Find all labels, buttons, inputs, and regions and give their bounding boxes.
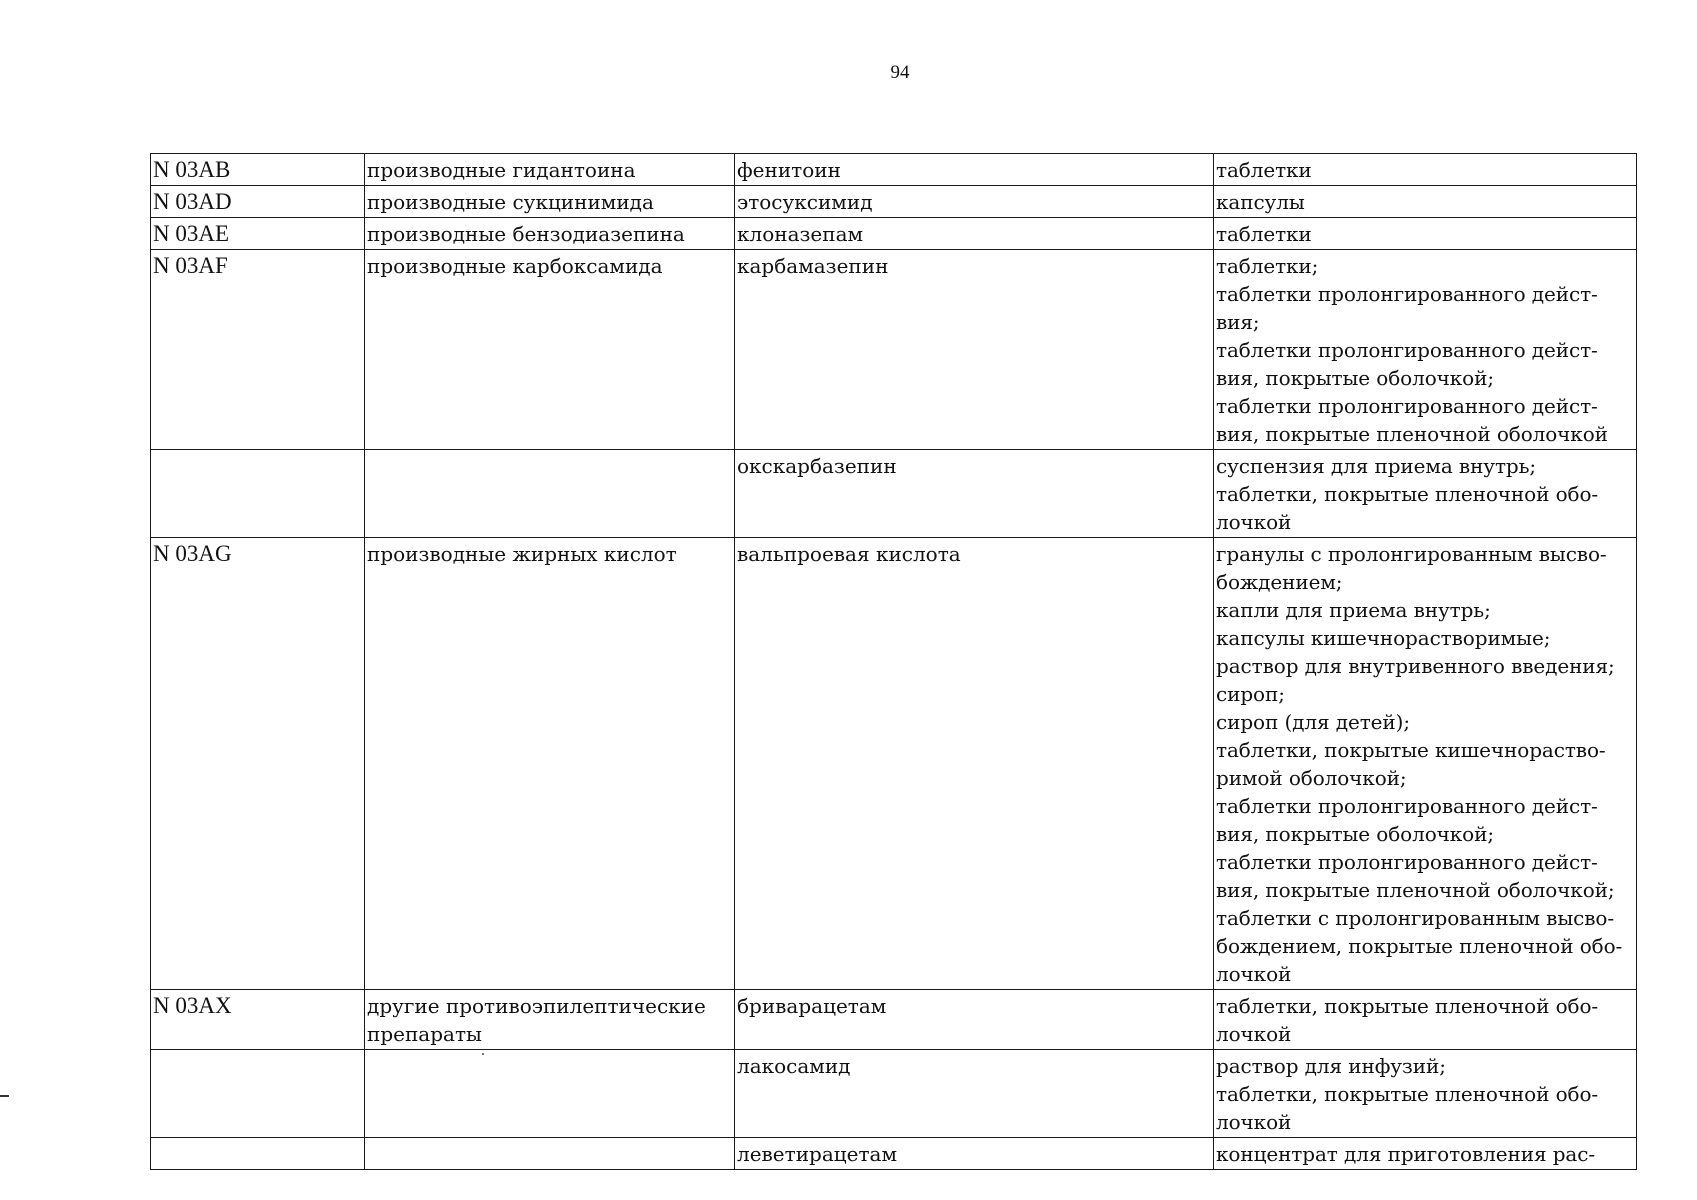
atc-code: N 03AG <box>153 541 232 566</box>
form-line: вия, покрытые оболочкой; <box>1216 366 1494 390</box>
form-line: таблетки пролонгированного дейст- <box>1216 850 1598 874</box>
atc-code-cell <box>151 250 365 450</box>
group-line: производные карбоксамида <box>367 254 663 278</box>
atc-code-cell <box>151 1138 365 1170</box>
substance-cell <box>735 538 1214 990</box>
substance-cell <box>735 250 1214 450</box>
form-line: гранулы с пролонгированным высво- <box>1216 542 1607 566</box>
table-row <box>151 218 1637 250</box>
dosage-form-cell <box>1214 186 1637 218</box>
form-line: лочкой <box>1216 510 1292 534</box>
group-cell <box>365 1138 735 1170</box>
substance-cell <box>735 154 1214 186</box>
atc-code-cell <box>151 450 365 538</box>
atc-code-cell <box>151 538 365 990</box>
form-line: вия, покрытые пленочной оболочкой <box>1216 422 1608 446</box>
form-line: лочкой <box>1216 1022 1292 1046</box>
form-line: раствор для инфузий; <box>1216 1054 1446 1078</box>
substance-cell <box>735 186 1214 218</box>
substance-cell <box>735 990 1214 1050</box>
form-line: вия, покрытые пленочной оболочкой; <box>1216 878 1615 902</box>
substance-line: клоназепам <box>737 222 864 246</box>
group-line: препараты <box>367 1022 482 1046</box>
form-line: бождением; <box>1216 570 1343 594</box>
drug-table <box>150 153 1637 1170</box>
substance-line: лакосамид <box>737 1054 851 1078</box>
form-line: таблетки пролонгированного дейст- <box>1216 338 1598 362</box>
group-cell <box>365 218 735 250</box>
atc-code-cell <box>151 154 365 186</box>
form-line: таблетки <box>1216 222 1312 246</box>
atc-code: N 03AX <box>153 993 232 1018</box>
table-row <box>151 250 1637 450</box>
atc-code: N 03AE <box>153 221 230 246</box>
form-line: вия; <box>1216 310 1260 334</box>
group-line: производные сукцинимида <box>367 190 654 214</box>
group-cell <box>365 250 735 450</box>
substance-line: карбамазепин <box>737 254 889 278</box>
table-body <box>151 154 1637 1170</box>
substance-cell <box>735 1050 1214 1138</box>
group-cell <box>365 1050 735 1138</box>
table-row <box>151 154 1637 186</box>
form-line: раствор для внутривенного введения; <box>1216 654 1615 678</box>
form-line: таблетки с пролонгированным высво- <box>1216 906 1614 930</box>
group-cell <box>365 186 735 218</box>
substance-cell <box>735 450 1214 538</box>
group-line: другие противоэпилептические <box>367 994 706 1018</box>
form-line: таблетки пролонгированного дейст- <box>1216 282 1598 306</box>
margin-mark <box>0 1095 9 1097</box>
atc-code: N 03AF <box>153 253 228 278</box>
form-line: таблетки, покрытые пленочной обо- <box>1216 994 1599 1018</box>
form-line: таблетки <box>1216 158 1312 182</box>
form-line: таблетки, покрытые пленочной обо- <box>1216 1082 1599 1106</box>
form-line: сироп (для детей); <box>1216 710 1410 734</box>
form-line: таблетки пролонгированного дейст- <box>1216 794 1598 818</box>
form-line: таблетки, покрытые кишечнораство- <box>1216 738 1606 762</box>
form-line: таблетки пролонгированного дейст- <box>1216 394 1598 418</box>
form-line: таблетки, покрытые пленочной обо- <box>1216 482 1599 506</box>
atc-code-cell <box>151 990 365 1050</box>
group-cell <box>365 990 735 1050</box>
substance-line: окскарбазепин <box>737 454 897 478</box>
dosage-form-cell <box>1214 990 1637 1050</box>
table-row <box>151 186 1637 218</box>
table-row <box>151 450 1637 538</box>
substance-cell <box>735 1138 1214 1170</box>
atc-code-cell <box>151 186 365 218</box>
table-row <box>151 1138 1637 1170</box>
group-cell <box>365 154 735 186</box>
atc-code: N 03AB <box>153 157 231 182</box>
group-cell <box>365 538 735 990</box>
table-row <box>151 1050 1637 1138</box>
substance-line: бриварацетам <box>737 994 887 1018</box>
form-line: капли для приема внутрь; <box>1216 598 1491 622</box>
dosage-form-cell <box>1214 450 1637 538</box>
table-row <box>151 990 1637 1050</box>
atc-code-cell <box>151 1050 365 1138</box>
form-line: лочкой <box>1216 962 1292 986</box>
form-line: концентрат для приготовления рас- <box>1216 1142 1596 1166</box>
dosage-form-cell <box>1214 154 1637 186</box>
form-line: капсулы <box>1216 190 1305 214</box>
substance-line: вальпроевая кислота <box>737 542 961 566</box>
dosage-form-cell <box>1214 250 1637 450</box>
group-line: производные жирных кислот <box>367 542 677 566</box>
dosage-form-cell <box>1214 218 1637 250</box>
form-line: римой оболочкой; <box>1216 766 1407 790</box>
substance-line: этосуксимид <box>737 190 873 214</box>
form-line: сироп; <box>1216 682 1285 706</box>
scan-speck <box>482 1053 484 1055</box>
group-line: производные гидантоина <box>367 158 636 182</box>
form-line: таблетки; <box>1216 254 1319 278</box>
form-line: лочкой <box>1216 1110 1292 1134</box>
substance-cell <box>735 218 1214 250</box>
dosage-form-cell <box>1214 1138 1637 1170</box>
substance-line: фенитоин <box>737 158 841 182</box>
atc-code: N 03AD <box>153 189 232 214</box>
form-line: капсулы кишечнорастворимые; <box>1216 626 1551 650</box>
form-line: бождением, покрытые пленочной обо- <box>1216 934 1623 958</box>
substance-line: леветирацетам <box>737 1142 897 1166</box>
atc-code-cell <box>151 218 365 250</box>
form-line: суспензия для приема внутрь; <box>1216 454 1537 478</box>
form-line: вия, покрытые оболочкой; <box>1216 822 1494 846</box>
dosage-form-cell <box>1214 1050 1637 1138</box>
group-line: производные бензодиазепина <box>367 222 685 246</box>
group-cell <box>365 450 735 538</box>
dosage-form-cell <box>1214 538 1637 990</box>
page-number: 94 <box>890 62 910 83</box>
table-row <box>151 538 1637 990</box>
